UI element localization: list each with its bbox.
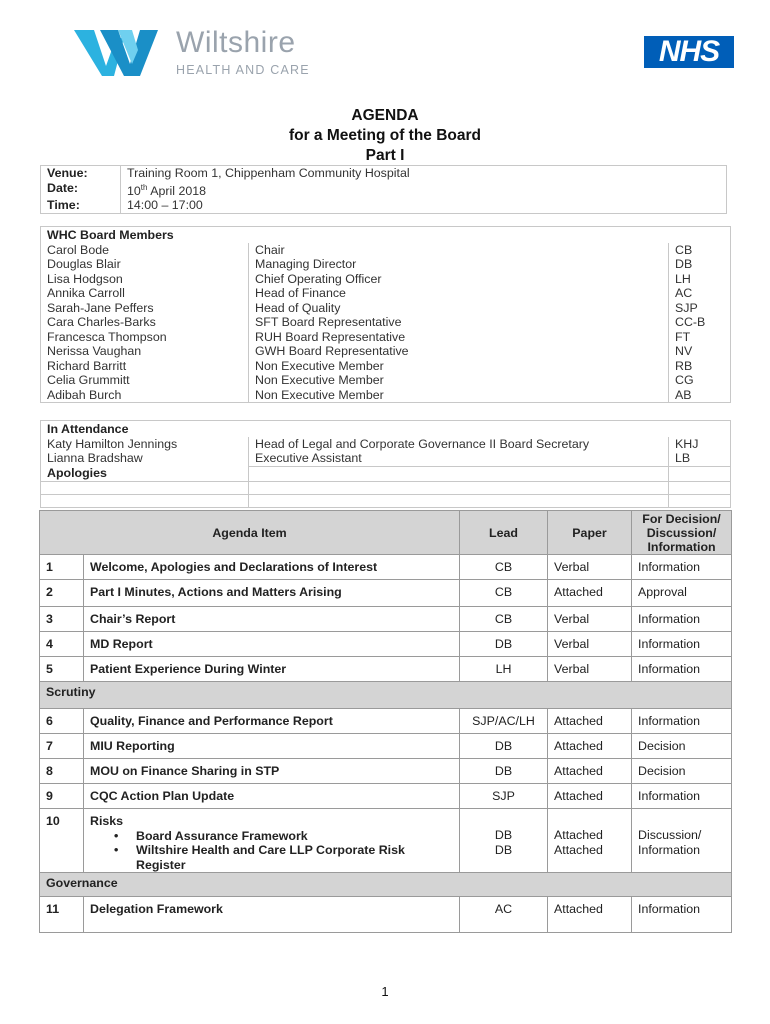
- agenda-paper: Attached: [548, 784, 632, 809]
- member-row: [41, 330, 731, 345]
- agenda-paper: Attached: [548, 709, 632, 734]
- member-row: [41, 315, 731, 330]
- member-row: [41, 388, 731, 403]
- agenda-table: [39, 510, 732, 933]
- agenda-lead: DB: [460, 759, 548, 784]
- venue-label: Venue:: [41, 166, 121, 181]
- time-label: Time:: [41, 198, 121, 213]
- board-members-table: [40, 226, 731, 403]
- agenda-lead: DB: [460, 632, 548, 657]
- agenda-row-risks: [40, 809, 732, 873]
- member-role: Non Executive Member: [249, 388, 669, 403]
- member-role: GWH Board Representative: [249, 344, 669, 359]
- agenda-num: 8: [40, 759, 84, 784]
- agenda-row: [40, 580, 732, 607]
- agenda-row: [40, 784, 732, 809]
- member-role: Managing Director: [249, 257, 669, 272]
- member-row: [41, 373, 731, 388]
- agenda-num: 9: [40, 784, 84, 809]
- member-initials: AB: [669, 388, 731, 403]
- agenda-lead: CB: [460, 555, 548, 580]
- agenda-title: Risks • Board Assurance Framework • Wiltshire Health and Care LLP Corporate Risk Register: [84, 809, 460, 873]
- attendee-role: Executive Assistant: [249, 451, 669, 466]
- member-initials: CC-B: [669, 315, 731, 330]
- agenda-lead: SJP: [460, 784, 548, 809]
- agenda-paper: Verbal: [548, 657, 632, 682]
- section-governance: Governance: [40, 873, 732, 897]
- member-role: SFT Board Representative: [249, 315, 669, 330]
- meeting-details-table: [40, 165, 727, 214]
- member-name: Adibah Burch: [41, 388, 249, 403]
- member-initials: SJP: [669, 301, 731, 316]
- title-line-3: Part I: [365, 147, 405, 164]
- agenda-purpose: Decision: [632, 734, 732, 759]
- member-role: Head of Finance: [249, 286, 669, 301]
- agenda-num: 6: [40, 709, 84, 734]
- agenda-paper: Verbal: [548, 632, 632, 657]
- agenda-purpose: Information: [632, 784, 732, 809]
- agenda-lead: CB: [460, 607, 548, 632]
- attendee-initials: LB: [669, 451, 731, 466]
- title-line-2: for a Meeting of the Board: [288, 127, 482, 144]
- agenda-num: 5: [40, 657, 84, 682]
- agenda-lead: DB: [460, 734, 548, 759]
- member-initials: CB: [669, 243, 731, 258]
- member-name: Richard Barritt: [41, 359, 249, 374]
- member-role: Head of Quality: [249, 301, 669, 316]
- agenda-title: Welcome, Apologies and Declarations of Interest: [84, 555, 460, 580]
- agenda-title: Delegation Framework: [84, 897, 460, 933]
- member-initials: NV: [669, 344, 731, 359]
- agenda-purpose: Information: [632, 632, 732, 657]
- agenda-purpose: Approval: [632, 580, 732, 607]
- attendee-name: Katy Hamilton Jennings: [41, 437, 249, 452]
- member-row: [41, 272, 731, 287]
- agenda-num: 7: [40, 734, 84, 759]
- title-line-1: AGENDA: [351, 107, 419, 124]
- member-name: Celia Grummitt: [41, 373, 249, 388]
- member-role: Non Executive Member: [249, 373, 669, 388]
- agenda-purpose: Decision: [632, 759, 732, 784]
- member-initials: DB: [669, 257, 731, 272]
- member-name: Francesca Thompson: [41, 330, 249, 345]
- member-initials: RB: [669, 359, 731, 374]
- attendee-role: Head of Legal and Corporate Governance II Board Secretary: [249, 437, 669, 452]
- member-row: [41, 243, 731, 258]
- agenda-purpose: Information: [632, 555, 732, 580]
- agenda-title: MOU on Finance Sharing in STP: [84, 759, 460, 784]
- agenda-row: [40, 657, 732, 682]
- member-row: [41, 359, 731, 374]
- member-role: RUH Board Representative: [249, 330, 669, 345]
- agenda-title: Quality, Finance and Performance Report: [84, 709, 460, 734]
- attendance-table: [40, 420, 731, 508]
- attendee-row: [41, 451, 731, 466]
- member-row: [41, 344, 731, 359]
- member-row: [41, 301, 731, 316]
- agenda-purpose: Information: [632, 607, 732, 632]
- agenda-purpose: Information: [632, 709, 732, 734]
- member-name: Lisa Hodgson: [41, 272, 249, 287]
- agenda-paper: Attached: [548, 580, 632, 607]
- agenda-num: 10: [40, 809, 84, 873]
- agenda-header-row: [40, 511, 732, 555]
- decision-header: For Decision/ Discussion/ Information: [632, 511, 732, 555]
- agenda-lead: DB DB: [460, 809, 548, 873]
- date-label: Date:: [41, 181, 121, 199]
- agenda-purpose: Discussion/ Information: [632, 809, 732, 873]
- agenda-lead: SJP/AC/LH: [460, 709, 548, 734]
- agenda-title: CQC Action Plan Update: [84, 784, 460, 809]
- lead-header: Lead: [460, 511, 548, 555]
- attendance-heading: In Attendance: [41, 421, 731, 437]
- agenda-num: 1: [40, 555, 84, 580]
- member-name: Nerissa Vaughan: [41, 344, 249, 359]
- member-initials: CG: [669, 373, 731, 388]
- agenda-paper: Verbal: [548, 555, 632, 580]
- attendee-row: [41, 437, 731, 452]
- agenda-title: MD Report: [84, 632, 460, 657]
- attendee-initials: KHJ: [669, 437, 731, 452]
- agenda-row: [40, 897, 732, 933]
- member-initials: AC: [669, 286, 731, 301]
- agenda-item-header: Agenda Item: [40, 511, 460, 555]
- agenda-paper: Attached: [548, 759, 632, 784]
- agenda-num: 3: [40, 607, 84, 632]
- agenda-purpose: Information: [632, 897, 732, 933]
- members-heading: WHC Board Members: [41, 227, 731, 243]
- page-number: 1: [381, 984, 389, 999]
- apologies-heading: Apologies: [41, 466, 249, 481]
- time-value: 14:00 – 17:00: [121, 198, 727, 213]
- member-name: Annika Carroll: [41, 286, 249, 301]
- member-row: [41, 286, 731, 301]
- attendee-name: Lianna Bradshaw: [41, 451, 249, 466]
- agenda-num: 11: [40, 897, 84, 933]
- agenda-row: [40, 607, 732, 632]
- paper-header: Paper: [548, 511, 632, 555]
- agenda-row: [40, 555, 732, 580]
- agenda-lead: AC: [460, 897, 548, 933]
- agenda-num: 4: [40, 632, 84, 657]
- agenda-row: [40, 759, 732, 784]
- agenda-title: Patient Experience During Winter: [84, 657, 460, 682]
- agenda-purpose: Information: [632, 657, 732, 682]
- logo-subtitle: HEALTH AND CARE: [176, 63, 310, 77]
- agenda-paper: Attached Attached: [548, 809, 632, 873]
- agenda-row: [40, 734, 732, 759]
- member-role: Chief Operating Officer: [249, 272, 669, 287]
- agenda-paper: Attached: [548, 734, 632, 759]
- section-scrutiny: Scrutiny: [40, 682, 732, 709]
- member-row: [41, 257, 731, 272]
- member-initials: LH: [669, 272, 731, 287]
- member-role: Chair: [249, 243, 669, 258]
- member-name: Douglas Blair: [41, 257, 249, 272]
- agenda-paper: Attached: [548, 897, 632, 933]
- agenda-lead: CB: [460, 580, 548, 607]
- member-role: Non Executive Member: [249, 359, 669, 374]
- agenda-row: [40, 632, 732, 657]
- agenda-row: [40, 709, 732, 734]
- logo-wordmark: Wiltshire: [176, 26, 296, 59]
- agenda-title: Chair’s Report: [84, 607, 460, 632]
- agenda-title: Part I Minutes, Actions and Matters Arising: [84, 580, 460, 607]
- date-value: 10th April 2018: [121, 181, 727, 199]
- agenda-paper: Verbal: [548, 607, 632, 632]
- agenda-title: MIU Reporting: [84, 734, 460, 759]
- member-name: Sarah-Jane Peffers: [41, 301, 249, 316]
- member-name: Carol Bode: [41, 243, 249, 258]
- agenda-num: 2: [40, 580, 84, 607]
- member-name: Cara Charles-Barks: [41, 315, 249, 330]
- agenda-lead: LH: [460, 657, 548, 682]
- wiltshire-logo: [72, 26, 322, 80]
- page-title: [0, 106, 770, 166]
- venue-value: Training Room 1, Chippenham Community Hospital: [121, 166, 727, 181]
- nhs-logo: NHS: [644, 36, 734, 68]
- member-initials: FT: [669, 330, 731, 345]
